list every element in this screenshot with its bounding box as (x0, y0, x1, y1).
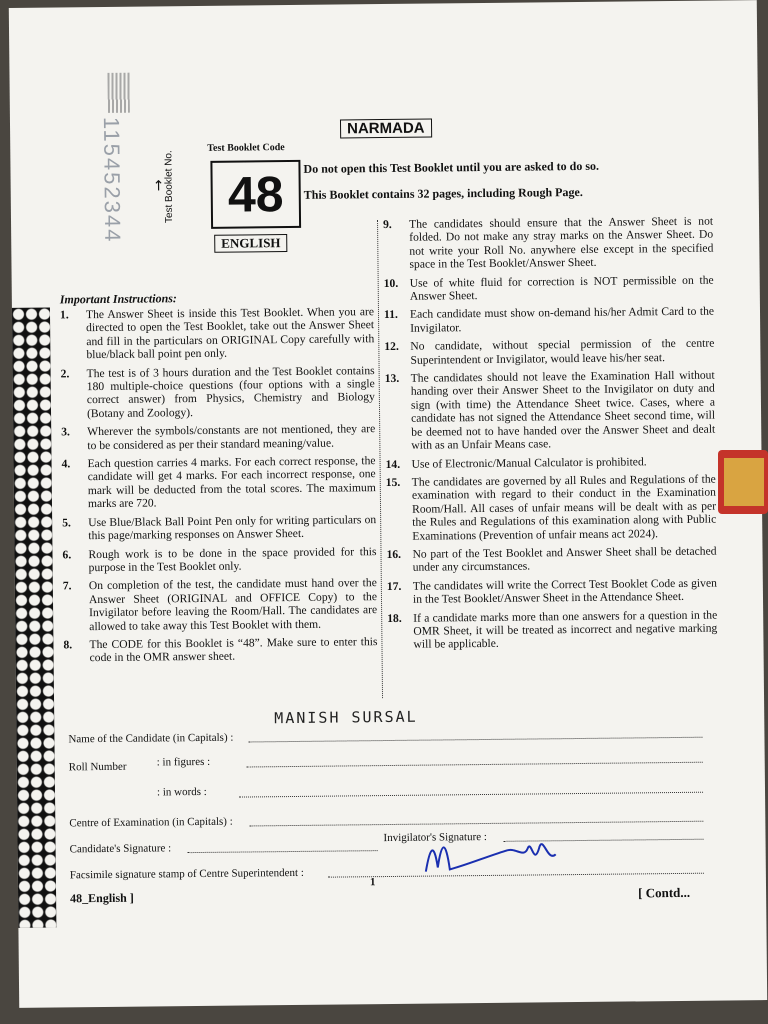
roll-figures-label: : in figures : (156, 755, 211, 769)
notice-page-count: This Booklet contains 32 pages, including Rough Page. (303, 184, 583, 202)
column-divider (377, 220, 383, 698)
instruction-number: 11. (383, 308, 398, 322)
instruction-item (63, 635, 377, 665)
instruction-text: On completion of the test, the candidate must hand over the Answer Sheet (ORIGINAL and OFFICE Copy) to the Invigilator before leaving the Room/Hall. The candidates are allowed to take away this Test Booklet with them. (88, 576, 378, 633)
instruction-number: 16. (386, 547, 402, 561)
instruction-item (385, 369, 716, 453)
instruction-item (384, 273, 714, 303)
centre-label: Centre of Examination (in Capitals) : (69, 815, 233, 830)
instruction-text: No part of the Test Booklet and Answer Sheet shall be detached under any circumstances. (412, 544, 717, 575)
barcode (107, 73, 129, 113)
name-label: Name of the Candidate (in Capitals) : (68, 731, 234, 746)
instruction-text: Each question carries 4 marks. For each correct response, the candidate will get 4 marks. For each incorrect response, one mark will be deducted from the total scores. The maximum marks are 720. (87, 454, 376, 511)
page-number: 1 (369, 876, 376, 889)
instruction-number: 8. (63, 638, 73, 652)
instruction-item (387, 608, 717, 652)
instructions-left-column (60, 305, 378, 670)
instruction-number: 13. (384, 371, 400, 386)
instructions-right-column (383, 215, 718, 657)
language-label: ENGLISH (214, 234, 287, 253)
footer-contd: [ Contd... (638, 884, 691, 901)
instruction-number: 18. (387, 611, 402, 625)
instruction-item (383, 215, 714, 272)
candidate-signature-label: Candidate's Signature : (69, 842, 172, 856)
instruction-item (384, 337, 714, 367)
facsimile-label: Facsimile signature stamp of Centre Superintendent : (69, 866, 304, 882)
instruction-item (60, 305, 375, 362)
instruction-text: The candidates should ensure that the Answer Sheet is not folded. Do not make any stray marks on the Answer Sheet. Do not write your Roll No. anywhere else except in the specified space in the Test Booklet/Answer Sheet. (409, 214, 714, 271)
invigilator-signature-label: Invigilator's Signature : (383, 830, 487, 845)
candidate-name-value: MANISH SURSAL (274, 707, 418, 728)
instruction-item (62, 545, 376, 575)
instruction-number: 14. (385, 457, 401, 471)
instruction-item (63, 576, 378, 633)
roll-number-label: Roll Number (68, 760, 127, 774)
instruction-item (62, 513, 376, 543)
footer-code: 48_English ] (70, 890, 134, 906)
instruction-number: 10. (383, 276, 399, 290)
series-name: NARMADA (340, 119, 432, 139)
instruction-item (61, 454, 376, 511)
instruction-number: 2. (60, 366, 70, 381)
instructions-title: Important Instructions: (59, 291, 177, 307)
instruction-text: Each candidate must show on-demand his/her Admit Card to the Invigilator. (409, 305, 715, 335)
code-label: Test Booklet Code (207, 142, 285, 154)
instruction-text: The test is of 3 hours duration and the Test Booklet contains 180 multiple-choice questions (four options with a single correct answer) from Physics, Chemistry and Biology (Botany and Zoology). (86, 363, 375, 420)
instruction-text: Use of white fluid for correction is NOT permissible on the Answer Sheet. (409, 273, 714, 303)
instruction-item (386, 545, 716, 575)
instruction-text: Use of Electronic/Manual Calculator is prohibited. (411, 454, 647, 471)
instruction-item (387, 576, 717, 606)
instruction-text: The CODE for this Booklet is “48”. Make sure to enter this code in the OMR answer sheet. (89, 635, 378, 665)
instruction-number: 7. (62, 579, 72, 593)
roll-words-label: : in words : (156, 785, 207, 799)
instruction-text: The Answer Sheet is inside this Test Booklet. When you are directed to open the Test Booklet, take out the Answer Sheet and fill in the particulars on ORIGINAL Copy carefully with blue/black ball point pen only. (85, 305, 375, 362)
booklet-serial-number: 115452344 (98, 116, 126, 244)
instruction-number: 4. (61, 457, 71, 471)
arrow-up-icon: ↑ (152, 178, 165, 195)
sticker (718, 450, 768, 514)
instruction-text: No candidate, without special permission of the centre Superintendent or Invigilator, would leave his/her seat. (410, 336, 715, 367)
instruction-number: 17. (386, 579, 402, 593)
instruction-number: 9. (383, 217, 392, 232)
invigilator-signature (415, 828, 566, 880)
instruction-text: Rough work is to be done in the space provided for this purpose in the Test Booklet only. (88, 544, 377, 575)
instruction-number: 5. (62, 516, 71, 530)
instruction-number: 3. (61, 425, 71, 439)
booklet-no-label: Test Booklet No. (163, 150, 176, 224)
notice-do-not-open: Do not open this Test Booklet until you are asked to do so. (303, 158, 600, 176)
instruction-text: The candidates will write the Correct Test Booklet Code as given in the Test Booklet/Answer Sheet in the Attendance Sheet. (412, 576, 717, 606)
instruction-item (61, 422, 375, 452)
perforation-strip (12, 308, 56, 928)
instruction-number: 6. (62, 547, 72, 561)
instruction-text: The candidates should not leave the Examination Hall without handing over their Answer Sheet to the Invigilator on duty and sign (with time) the Attendance Sheet twice. Cases, where a candidate has not signed the Attendance Sheet second time, will be deemed not to have handed over the Answer Sheet and dealt with as an Unfair Means case. (410, 368, 716, 452)
instruction-item (386, 454, 716, 471)
instruction-number: 15. (385, 475, 401, 489)
instruction-text: Wherever the symbols/constants are not mentioned, they are to be considered as per their standard meaning/value. (87, 422, 376, 452)
instruction-text: Use Blue/Black Ball Point Pen only for writing particulars on this page/marking responses on Answer Sheet. (88, 512, 377, 543)
instruction-item (386, 472, 717, 542)
instruction-item (61, 364, 376, 421)
instruction-text: If a candidate marks more than one answers for a question in the OMR Sheet, it will be treated as incorrect and negative marking will be applicable. (413, 608, 718, 652)
instruction-text: The candidates are governed by all Rules and Regulations of the examination with regard to their conduct in the Examination Room/Hall. All cases of unfair means will be dealt with as per the Rules and Regulations of this examination along with Public Examinations (Prevention of unfair means act 2024). (411, 472, 717, 543)
instruction-item (384, 305, 714, 335)
booklet-page (9, 0, 767, 1008)
instruction-number: 1. (59, 308, 69, 322)
booklet-code: 48 (210, 160, 301, 229)
instruction-number: 12. (384, 340, 399, 354)
